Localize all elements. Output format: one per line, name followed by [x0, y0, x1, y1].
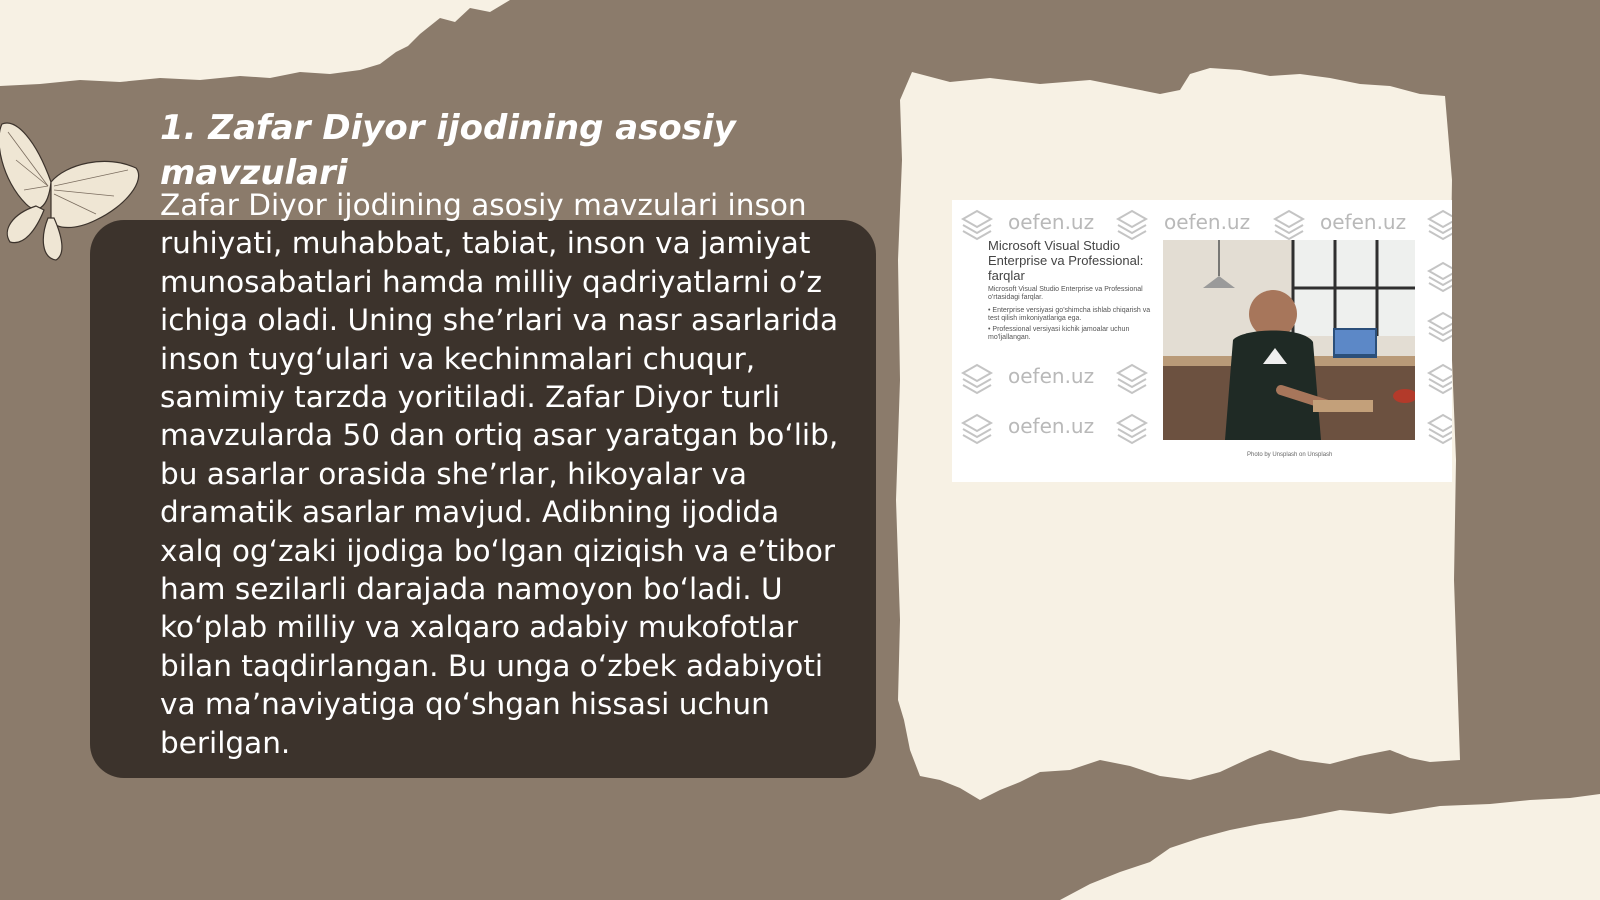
watermark-layers-icon	[1115, 208, 1149, 242]
watermark-text: oefen.uz	[1164, 210, 1251, 234]
thumbnail-subtitle	[988, 286, 1153, 342]
watermark-layers-icon	[1426, 260, 1452, 294]
thumbnail-caption: Photo by Unsplash on Unsplash	[1247, 452, 1333, 458]
watermark-layers-icon	[1426, 412, 1452, 446]
slide-thumbnail-image	[952, 200, 1452, 482]
watermark-layers-icon	[1426, 208, 1452, 242]
watermark-text: oefen.uz	[1320, 210, 1407, 234]
thumbnail-bullet: • Enterprise versiyasi go'shimcha ishlab chiqarish va test qilish imkoniyatlariga ega.	[988, 307, 1151, 322]
watermark-text: oefen.uz	[1008, 414, 1095, 438]
thumbnail-subtitle-text: Microsoft Visual Studio Enterprise va Professional o'rtasidagi farqlar.	[988, 286, 1143, 301]
watermark-layers-icon	[960, 412, 994, 446]
watermark-layers-icon	[1272, 208, 1306, 242]
watermark-layers-icon	[1426, 310, 1452, 344]
torn-paper-top-left	[0, 0, 560, 110]
thumbnail-bullet: • Professional versiyasi kichik jamoalar uchun mo'ljallangan.	[988, 326, 1130, 341]
watermark-text: oefen.uz	[1008, 364, 1095, 388]
kitchen-photo	[1163, 240, 1415, 440]
watermark-layers-icon	[1115, 362, 1149, 396]
thumbnail-title: Microsoft Visual Studio Enterprise va Professional: farqlar	[988, 238, 1144, 283]
slide-title: 1. Zafar Diyor ijodining asosiy mavzulari	[160, 108, 736, 193]
watermark-layers-icon	[960, 208, 994, 242]
watermark-text: oefen.uz	[1008, 210, 1095, 234]
watermark-layers-icon	[1426, 362, 1452, 396]
torn-paper-bottom-right	[1060, 790, 1600, 900]
watermark-layers-icon	[1115, 412, 1149, 446]
watermark-layers-icon	[960, 362, 994, 396]
slide-body-text: Zafar Diyor ijodining asosiy mavzulari inson ruhiyati, muhabbat, tabiat, inson va jamiyat munosabatlari hamda milliy qadriyatlarni o’z ichiga oladi. Uning she’rlari va nasr asarlarida inson tuyg‘ulari va kechinmalari chuqur, samimiy tarzda yoritiladi. Zafar Diyor turli mavzularda 50 dan ortiq asar yaratgan bo‘lib, bu asarlar orasida she’rlar, hikoyalar va dramatik asarlar mavjud. Adibning ijodida xalq og‘zaki ijodiga bo‘lgan qiziqish va e’tibor ham sezilarli darajada namoyon bo‘ladi. U ko‘plab milliy va xalqaro adabiy mukofotlar bilan taqdirlangan. Bu unga o‘zbek adabiyoti va ma’naviyatiga qo‘shgan hissasi uchun berilgan.	[160, 188, 839, 760]
